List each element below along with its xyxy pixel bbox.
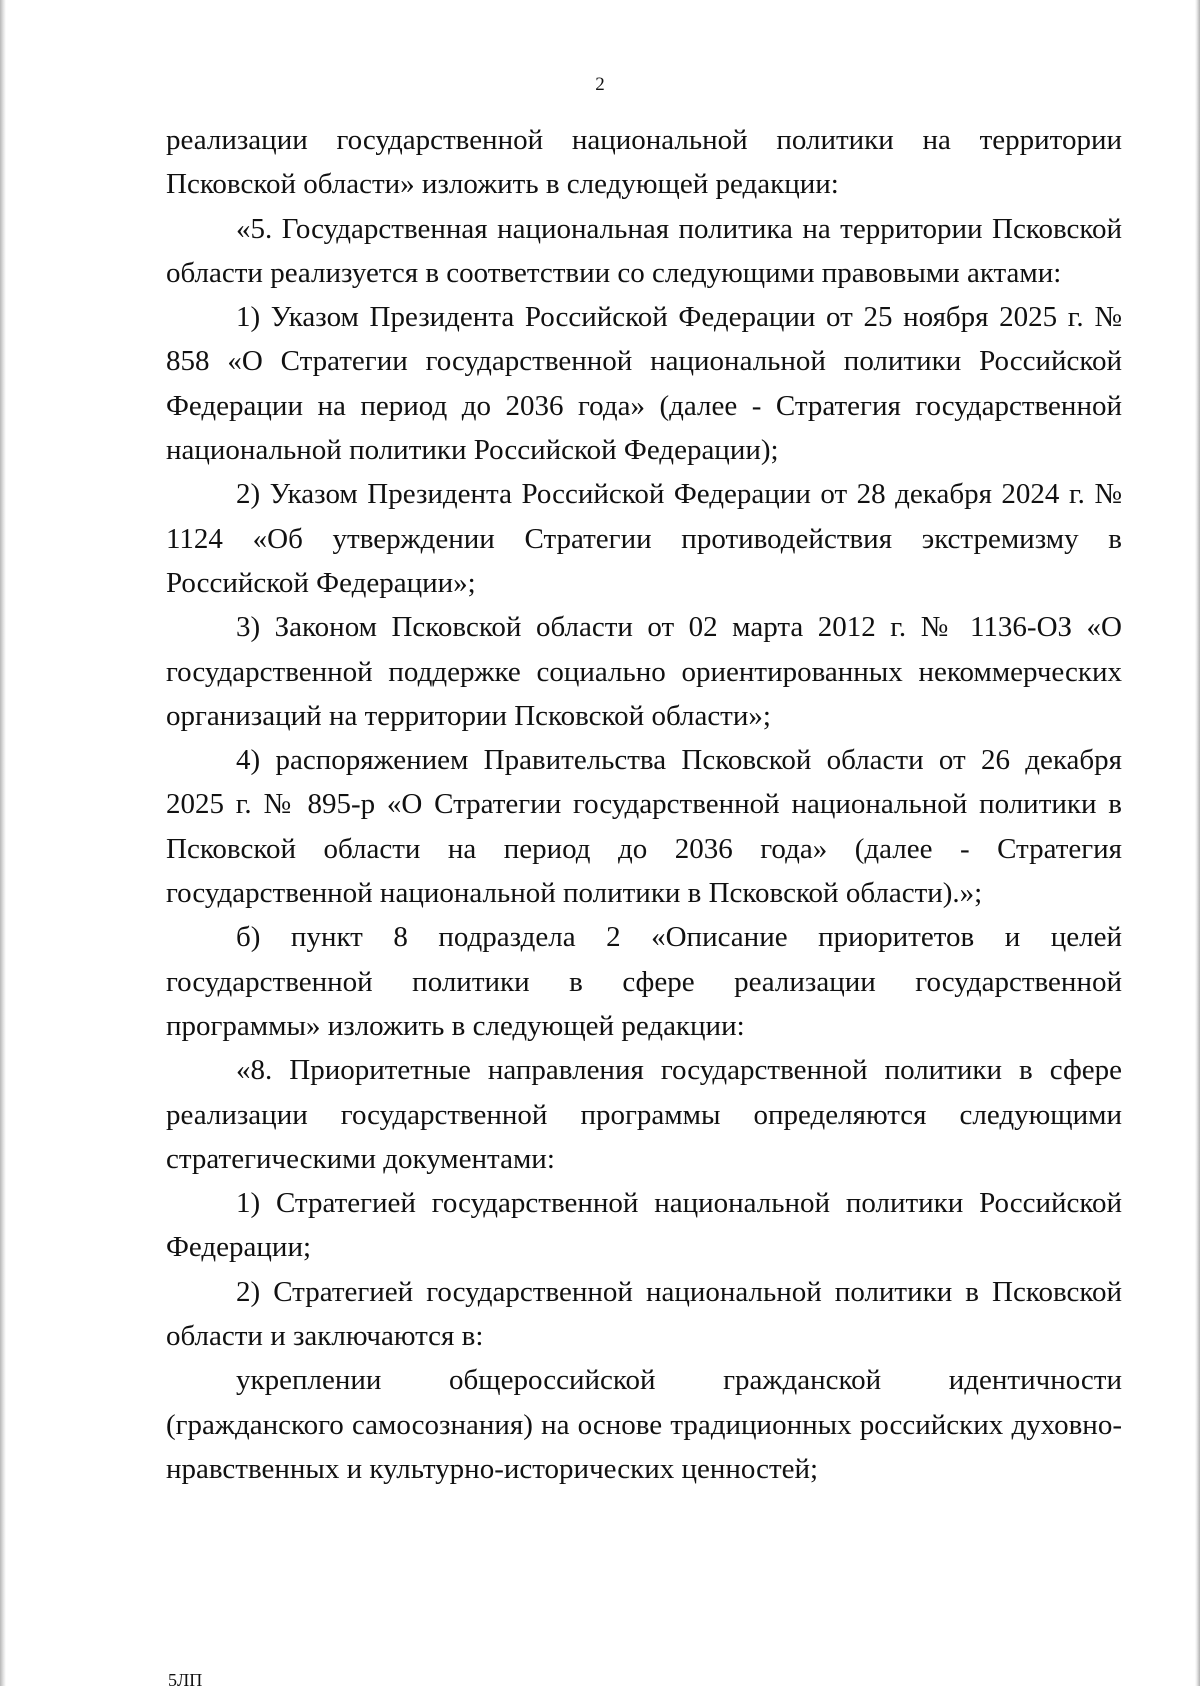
scan-edge-left [0, 0, 6, 1686]
document-body [166, 118, 1122, 1491]
paragraph-2: «5. Государственная национальная политика на территории Псковской области реализуется в соответствии со следующими правовыми актами: [166, 212, 1122, 289]
paragraph-1: реализации государственной национальной политики на территории Псковской области» изложить в следующей редакции: [166, 124, 1122, 201]
paragraph-5: 3) Законом Псковской области от 02 марта 2012 г. № 1136-ОЗ «О государственной поддержке социально ориентированных некоммерческих организаций на территории Псковской области»; [166, 611, 1122, 732]
paragraph-3: 1) Указом Президента Российской Федерации от 25 ноября 2025 г. № 858 «О Стратегии государственной национальной политики Российской Федерации на период до 2036 года» (далее - Стратегия государственной национальной политики Российской Федерации); [166, 301, 1122, 467]
scan-edge-right [1195, 0, 1200, 1686]
paragraph-8: «8. Приоритетные направления государственной политики в сфере реализации государственной программы определяются следующими стратегическими документами: [166, 1054, 1122, 1175]
paragraph-4: 2) Указом Президента Российской Федерации от 28 декабря 2024 г. № 1124 «Об утверждении Стратегии противодействия экстремизму в Российской Федерации»; [166, 478, 1122, 599]
footer-code: 5ЛП [168, 1670, 203, 1690]
paragraph-7: б) пункт 8 подраздела 2 «Описание приоритетов и целей государственной политики в сфере реализации государственной программы» изложить в следующей редакции: [166, 921, 1122, 1042]
paragraph-9: 1) Стратегией государственной национальной политики Российской Федерации; [166, 1187, 1122, 1264]
paragraph-11: укреплении общероссийской гражданской идентичности (гражданского самосознания) на основе традиционных российских духовно-нравственных и культурно-исторических ценностей; [166, 1364, 1122, 1485]
page-number: 2 [595, 74, 605, 95]
paragraph-10: 2) Стратегией государственной национальной политики в Псковской области и заключаются в: [166, 1275, 1122, 1353]
paragraph-6: 4) распоряжением Правительства Псковской области от 26 декабря 2025 г. № 895-р «О Стратегии государственной национальной политики в Псковской области на период до 2036 года» (далее - Стратегия государственной национальной политики в Псковской области).»; [166, 744, 1122, 910]
